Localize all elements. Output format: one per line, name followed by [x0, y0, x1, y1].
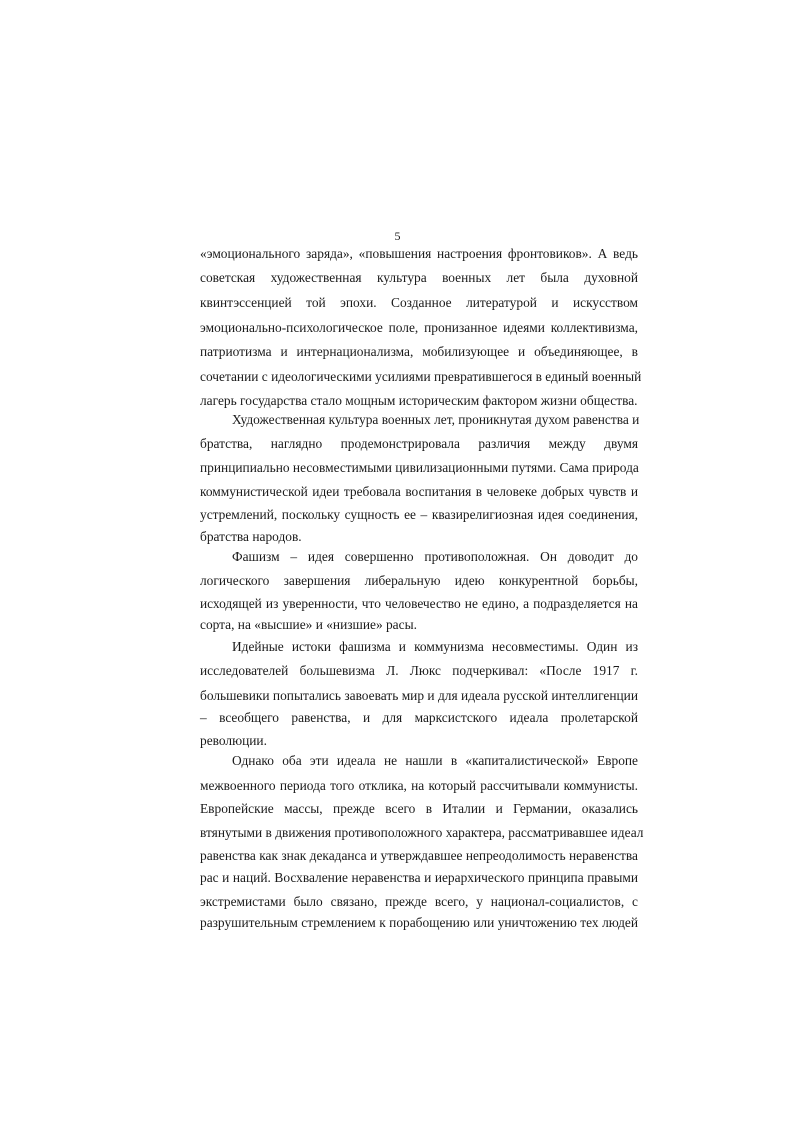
text-line: устремлений, поскольку сущность ее – квазирелигиозная идея соединения,: [200, 507, 638, 522]
text-line: эмоционально-психологическое поле, пронизанное идеями коллективизма,: [200, 320, 638, 335]
text-line: равенства как знак декаданса и утверждавшее непреодолимость неравенства: [200, 848, 638, 863]
text-line: Художественная культура военных лет, проникнутая духом равенства и: [232, 412, 640, 427]
text-line: сорта, на «высшие» и «низшие» расы.: [200, 617, 417, 632]
text-line: Идейные истоки фашизма и коммунизма несовместимы. Один из: [232, 639, 638, 654]
text-line: сочетании с идеологическими усилиями превратившегося в единый военный: [200, 369, 642, 384]
text-line: рас и наций. Восхваление неравенства и иерархического принципа правыми: [200, 870, 638, 885]
text-line: патриотизма и интернационализма, мобилизующее и объединяющее, в: [200, 344, 638, 359]
text-line: Однако оба эти идеала не нашли в «капиталистической» Европе: [232, 753, 638, 768]
text-line: Фашизм – идея совершенно противоположная. Он доводит до: [232, 549, 638, 564]
text-line: советская художественная культура военных лет была духовной: [200, 270, 638, 285]
text-line: принципиально несовместимыми цивилизационными путями. Сама природа: [200, 460, 639, 475]
text-line: Европейские массы, прежде всего в Италии и Германии, оказались: [200, 801, 638, 816]
text-line: «эмоционального заряда», «повышения настроения фронтовиков». А ведь: [200, 246, 638, 261]
text-line: братства народов.: [200, 529, 302, 544]
text-line: разрушительным стремлением к порабощению или уничтожению тех людей: [200, 915, 638, 930]
text-line: братства, наглядно продемонстрировала различия между двумя: [200, 436, 638, 451]
text-line: квинтэссенцией той эпохи. Созданное литературой и искусством: [200, 295, 638, 310]
text-line: коммунистической идеи требовала воспитания в человеке добрых чувств и: [200, 484, 638, 499]
text-line: экстремистами было связано, прежде всего, у национал-социалистов, с: [200, 894, 638, 909]
text-line: – всеобщего равенства, и для марксистского идеала пролетарской: [200, 710, 638, 725]
text-line: большевики попытались завоевать мир и для идеала русской интеллигенции: [200, 688, 638, 703]
text-line: революции.: [200, 733, 267, 748]
text-line: исходящей из уверенности, что человечество не едино, а подразделяется на: [200, 596, 638, 611]
text-line: лагерь государства стало мощным историческим фактором жизни общества.: [200, 393, 638, 408]
text-line: втянутыми в движения противоположного характера, рассматривавшее идеал: [200, 825, 644, 840]
text-line: исследователей большевизма Л. Люкс подчеркивал: «После 1917 г.: [200, 663, 638, 678]
text-line: логического завершения либеральную идею конкурентной борьбы,: [200, 573, 638, 588]
text-line: межвоенного периода того отклика, на который рассчитывали коммунисты.: [200, 778, 638, 793]
page-number: 5: [394, 229, 401, 243]
